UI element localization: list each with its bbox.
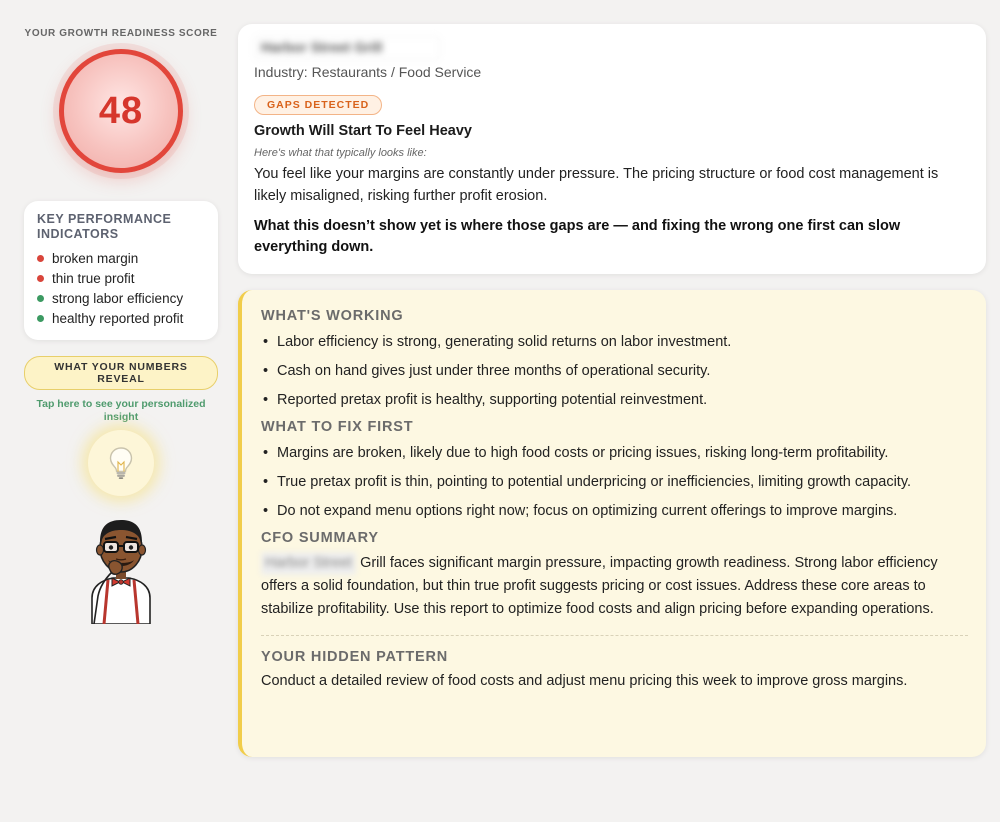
kpi-label: healthy reported profit [52, 310, 184, 326]
industry-label: Industry: Restaurants / Food Service [254, 64, 482, 80]
status-badge: GAPS DETECTED [254, 95, 382, 115]
working-section-title: WHAT'S WORKING [261, 308, 404, 324]
status-warning: What this doesn’t show yet is where those gaps are — and fixing the wrong one first can slow everything down. [254, 218, 901, 255]
cfo-summary-title: CFO SUMMARY [261, 530, 379, 546]
working-list [261, 332, 968, 410]
kpi-label: thin true profit [52, 270, 135, 286]
list-item: • Do not expand menu options right now; focus on optimizing current offerings to improve margins. [261, 501, 968, 521]
insight-card [238, 290, 986, 757]
status-dot-green [37, 295, 44, 302]
list-item: • True pretax profit is thin, pointing to potential underpricing or inefficiencies, limiting growth capacity. [261, 472, 968, 492]
reveal-numbers-button[interactable]: WHAT YOUR NUMBERS REVEAL [24, 356, 218, 390]
business-name: Harbor Street Grill [254, 36, 440, 60]
score-gauge [59, 49, 183, 173]
score-sidebar [18, 28, 224, 624]
status-dot-red [37, 275, 44, 282]
kpi-card [24, 201, 218, 340]
lightbulb-button[interactable] [88, 430, 154, 496]
status-headline: Growth Will Start To Feel Heavy [254, 123, 472, 139]
kpi-label: broken margin [52, 250, 139, 266]
list-item: • Reported pretax profit is healthy, supporting potential reinvestment. [261, 390, 968, 410]
kpi-item [37, 268, 205, 288]
cfo-summary-body: Grill faces significant margin pressure, impacting growth readiness. Strong labor efficiency offers a solid foundation, but thin true profit suggests pricing or cost issues. Address these core areas to stabilize profitability. Use this report to optimize food costs and align pricing before expanding operations. [261, 555, 938, 617]
kpi-list [37, 248, 205, 328]
score-label: YOUR GROWTH READINESS SCORE [24, 28, 218, 39]
list-item: • Labor efficiency is strong, generating solid returns on labor investment. [261, 332, 968, 352]
fix-section-title: WHAT TO FIX FIRST [261, 419, 414, 435]
hidden-pattern-title: YOUR HIDDEN PATTERN [261, 649, 449, 665]
list-item: • Margins are broken, likely due to high food costs or pricing issues, risking long-term profitability. [261, 443, 968, 463]
kpi-item [37, 308, 205, 328]
status-description: You feel like your margins are constantly under pressure. The pricing structure or food cost management is likely misaligned, risking further profit erosion. [254, 166, 939, 204]
insight-hint[interactable]: Tap here to see your personalized insight [36, 398, 206, 423]
kpi-item [37, 248, 205, 268]
status-intro: Here's what that typically looks like: [254, 147, 427, 159]
kpi-title: KEY PERFORMANCE INDICATORS [37, 212, 172, 241]
business-name-redacted: Harbor Street [261, 552, 356, 575]
fix-list [261, 443, 968, 521]
cfo-summary-text [261, 552, 968, 621]
cfo-avatar [86, 512, 156, 624]
kpi-label: strong labor efficiency [52, 290, 184, 306]
score-value: 48 [98, 89, 144, 132]
list-item: • Cash on hand gives just under three months of operational security. [261, 361, 968, 381]
status-dot-red [37, 255, 44, 262]
lightbulb-icon [108, 446, 134, 480]
divider [261, 635, 968, 636]
status-dot-green [37, 315, 44, 322]
kpi-item [37, 288, 205, 308]
hidden-pattern-text: Conduct a detailed review of food costs and adjust menu pricing this week to improve gross margins. [261, 673, 908, 689]
business-summary-card [238, 24, 986, 274]
